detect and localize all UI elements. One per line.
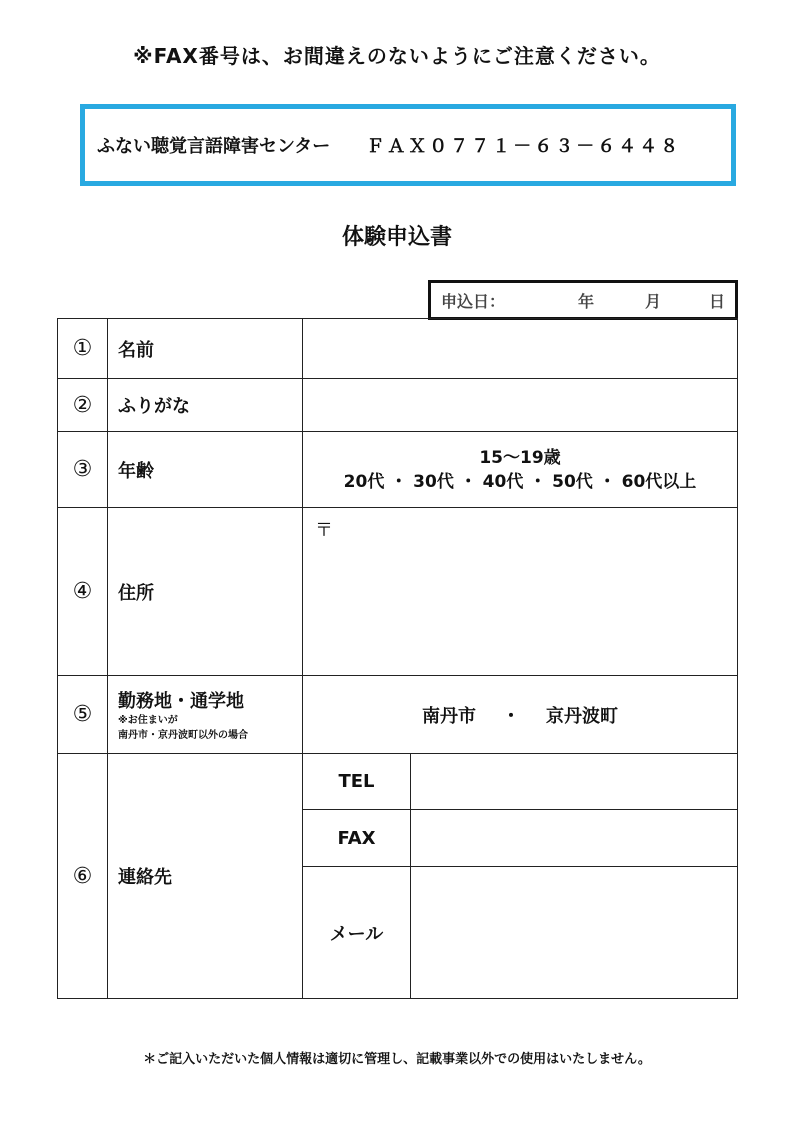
postal-mark: 〒 <box>315 520 333 541</box>
application-date-box <box>428 280 738 320</box>
table-row <box>58 754 738 810</box>
table-row <box>58 319 738 379</box>
month-label[interactable]: 月 <box>645 291 662 311</box>
date-label: 申込日： <box>441 291 506 311</box>
table-row <box>58 379 738 432</box>
contact-label: 連絡先 <box>108 754 303 999</box>
row-number: ④ <box>58 508 108 676</box>
furigana-label: ふりがな <box>108 379 303 432</box>
table-row <box>58 676 738 754</box>
tel-field[interactable] <box>411 754 738 810</box>
work-note-2: 南丹市・京丹波町以外の場合 <box>118 729 248 741</box>
fax-notice: ※FAX番号は、お間違えのないようにご注意ください。 <box>133 44 661 68</box>
option-kyotamba[interactable]: 京丹波町 <box>546 705 618 727</box>
application-form-table <box>57 318 738 999</box>
option-separator: ・ <box>502 705 520 727</box>
address-field[interactable] <box>303 508 738 676</box>
row-number: ⑤ <box>58 676 108 754</box>
year-label[interactable]: 年 <box>578 291 595 311</box>
row-number: ③ <box>58 432 108 508</box>
table-row <box>58 432 738 508</box>
mail-field[interactable] <box>411 867 738 999</box>
furigana-field[interactable] <box>303 379 738 432</box>
age-label: 年齢 <box>108 432 303 508</box>
work-label-cell <box>108 676 303 754</box>
fax-label: FAX <box>303 810 411 867</box>
address-label: 住所 <box>108 508 303 676</box>
mail-label: メール <box>303 867 411 999</box>
work-area-options[interactable] <box>303 676 738 754</box>
name-field[interactable] <box>303 319 738 379</box>
name-label: 名前 <box>108 319 303 379</box>
row-number: ⑥ <box>58 754 108 999</box>
fax-number: ＦＡＸ０７７１－６３－６４４８ <box>366 136 682 157</box>
form-title: 体験申込書 <box>341 225 452 250</box>
center-name: ふない聴覚言語障害センター <box>97 136 331 157</box>
option-nantan[interactable]: 南丹市 <box>422 705 476 727</box>
fax-field[interactable] <box>411 810 738 867</box>
privacy-footnote: ＊ご記入いただいた個人情報は適切に管理し、記載事業以外での使用はいたしません。 <box>143 1052 651 1067</box>
age-option-decades[interactable]: 20代 ・ 30代 ・ 40代 ・ 50代 ・ 60代以上 <box>343 471 697 492</box>
fax-info-box <box>80 104 736 186</box>
day-label[interactable]: 日 <box>709 291 726 311</box>
work-note-1: ※お住まいが <box>118 714 178 726</box>
work-label: 勤務地・通学地 <box>118 690 244 712</box>
age-option-teens[interactable]: 15～19歳 <box>479 447 561 468</box>
row-number: ① <box>58 319 108 379</box>
row-number: ② <box>58 379 108 432</box>
age-options[interactable] <box>303 432 738 508</box>
table-row <box>58 508 738 676</box>
tel-label: TEL <box>303 754 411 810</box>
